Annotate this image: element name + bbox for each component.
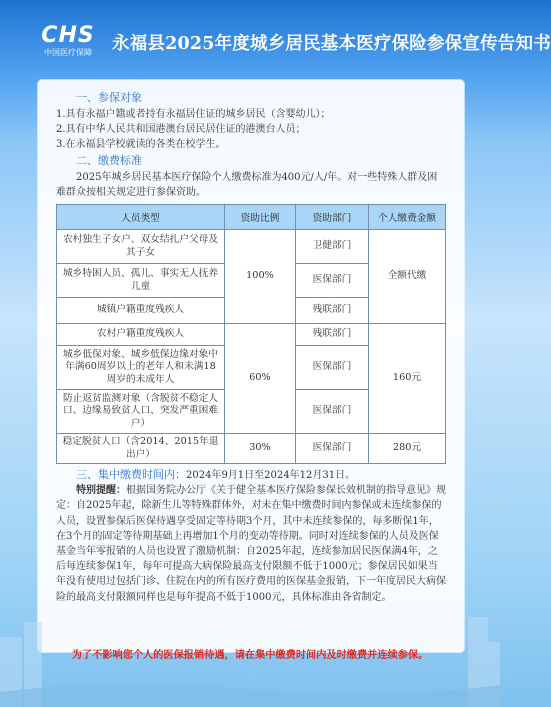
cell-type: 城乡特困人员、孤儿、事实无人抚养儿童 bbox=[57, 264, 225, 298]
cell-type: 稳定脱贫人口（含2014、2015年退出户） bbox=[57, 434, 225, 464]
cell-dept: 医保部门 bbox=[296, 434, 369, 464]
section1-item: 2.具有中华人民共和国港澳台居民居住证的港澳台人员； bbox=[56, 124, 306, 136]
cell-type: 城镇户籍重度残疾人 bbox=[57, 298, 225, 324]
cell-dept: 医保部门 bbox=[296, 346, 369, 390]
notice-content bbox=[56, 90, 446, 605]
cell-type: 城乡低保对象、城乡低保边缘对象中年满60周岁以上的老年人和未满18周岁的未成年人 bbox=[57, 346, 225, 390]
cell-dept: 医保部门 bbox=[296, 390, 369, 434]
cell-ratio: 100% bbox=[225, 230, 296, 324]
cell-dept: 残联部门 bbox=[296, 324, 369, 346]
section3-line bbox=[56, 467, 446, 483]
cell-amount: 全额代缴 bbox=[369, 230, 446, 324]
cell-type: 农村户籍重度残疾人 bbox=[57, 324, 225, 346]
cell-type: 防止返贫监测对象（含脱贫不稳定人口、边缘易致贫人口、突发严重困难户） bbox=[57, 390, 225, 434]
page-title: 永福县2025年度城乡居民基本医疗保险参保宣传告知书 bbox=[112, 34, 551, 54]
section3-heading: 三、集中缴费时间内： bbox=[76, 468, 186, 482]
reminder-lead: 特别提醒： bbox=[76, 485, 126, 497]
cell-amount: 160元 bbox=[369, 324, 446, 434]
cell-dept: 残联部门 bbox=[296, 298, 369, 324]
table-row bbox=[57, 434, 446, 464]
subsidy-table bbox=[56, 204, 446, 464]
table-row bbox=[57, 230, 446, 264]
col-header-type: 人员类型 bbox=[57, 205, 225, 230]
table-row bbox=[57, 324, 446, 346]
section3-period: 2024年9月1日至2024年12月31日。 bbox=[186, 470, 356, 482]
section2-text: 2025年城乡居民基本医疗保险个人缴费标准为400元/人/年。对一些特殊人群及困难群众按相关规定进行参保资助。 bbox=[56, 171, 438, 198]
section2-heading: 二、缴费标准 bbox=[76, 153, 142, 167]
reminder-text: 根据国务院办公厅《关于健全基本医疗保险参保长效机制的指导意见》规定：自2025年起，除新生儿等特殊群体外，对未在集中缴费时间内参保或未连续参保的人员，设置参保后医保待遇享受固定等待期3个月，其中未连续参保的，每多断保1年，在3个月的固定等待期基础上再增加1个月的变动等待期。同时对连续参保的人员及医保基金当年零报销的人员也设置了激励机制：自2025年起，连续参加居民医保满4年，之后每连续参保1年，每年可提高大病保险最高支付限额不低于1000元；参保居民如果当年没有使用过包括门诊、住院在内的所有医疗费用的医保基金报销，下一年度居民大病保险的最高支付限额同样也是每年提高不低于1000元，具体标准由各省制定。 bbox=[56, 485, 446, 603]
cell-dept: 卫健部门 bbox=[296, 230, 369, 264]
table-header-row bbox=[57, 205, 446, 230]
header-banner bbox=[0, 0, 551, 72]
logo-mark: CHS bbox=[41, 23, 95, 48]
section1-item: 1.具有永福户籍或者持有永福居住证的城乡居民（含婴幼儿）； bbox=[56, 109, 331, 120]
footer-note: 为了不影响您个人的医保报销待遇，请在集中缴费时间内及时缴费并连续参保。 bbox=[71, 650, 429, 661]
cell-amount: 280元 bbox=[369, 434, 446, 464]
col-header-amount: 个人缴费金额 bbox=[369, 205, 446, 230]
cell-dept: 医保部门 bbox=[296, 264, 369, 298]
cell-type: 农村独生子女户、双女结扎户父母及其子女 bbox=[57, 230, 225, 264]
chs-logo bbox=[30, 24, 106, 64]
col-header-dept: 资助部门 bbox=[296, 205, 369, 230]
city-skyline-illustration bbox=[0, 597, 500, 707]
section1-heading: 一、参保对象 bbox=[76, 91, 142, 104]
section3-reminder bbox=[56, 483, 446, 605]
cell-ratio: 30% bbox=[225, 434, 296, 464]
col-header-ratio: 资助比例 bbox=[225, 205, 296, 230]
cell-ratio: 60% bbox=[225, 324, 296, 434]
section1-item: 3.在永福县学校就读的各类在校学生。 bbox=[56, 139, 226, 151]
logo-subtitle: 中国医疗保障 bbox=[44, 48, 92, 57]
